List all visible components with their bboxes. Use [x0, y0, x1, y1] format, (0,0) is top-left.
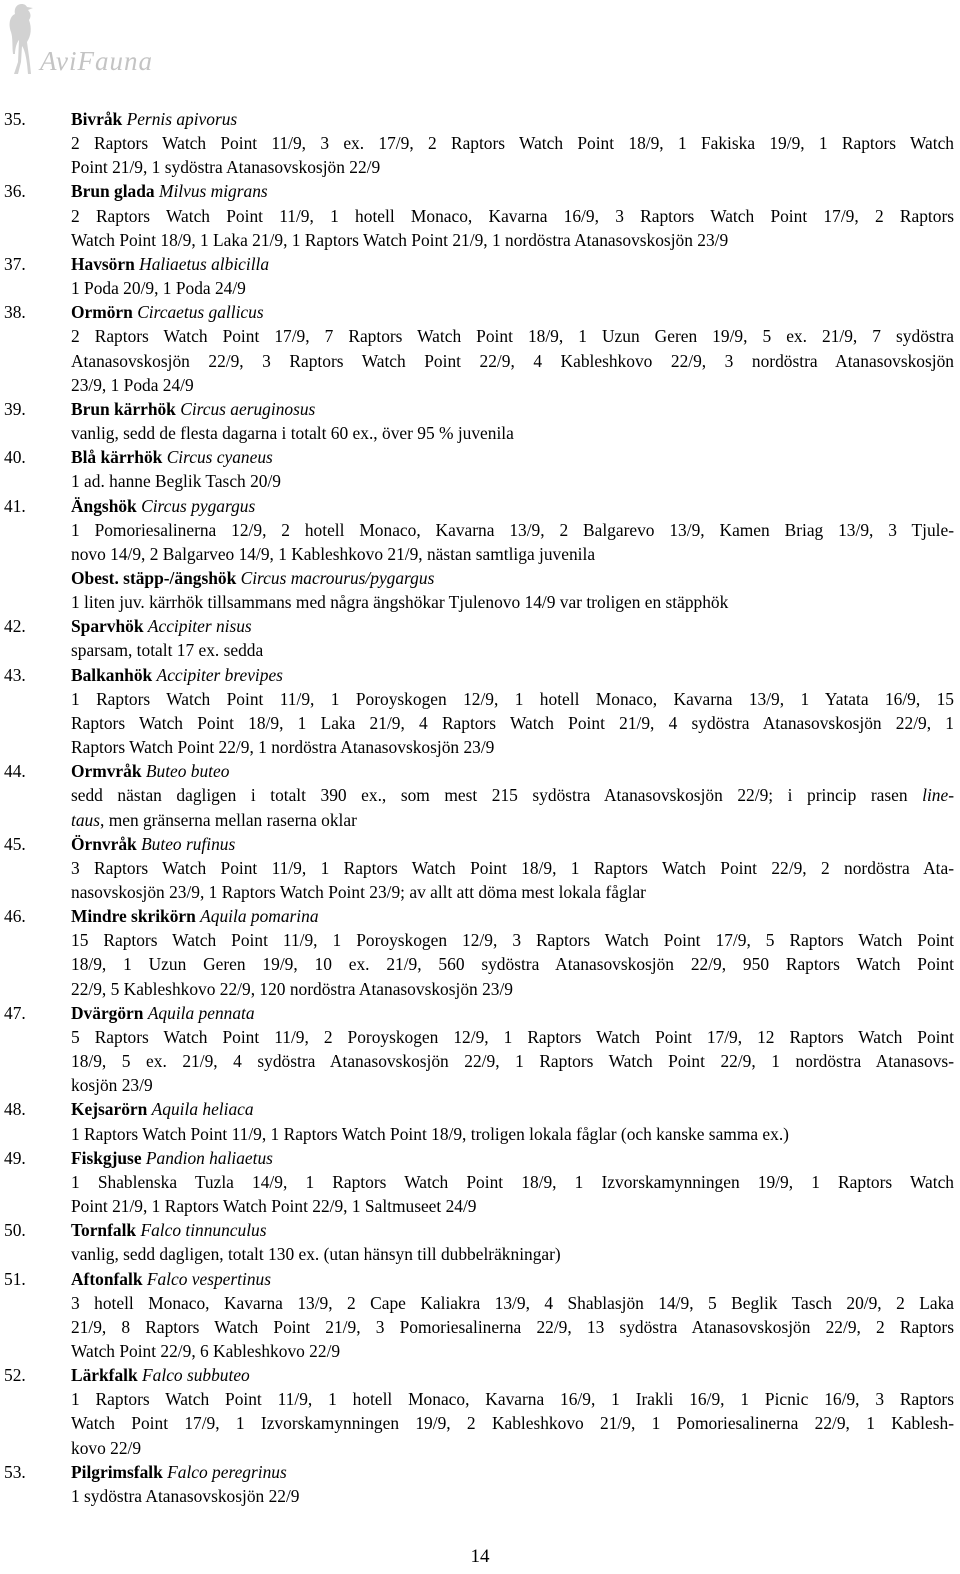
observation-line: 23/9, 1 Poda 24/9 — [71, 374, 194, 395]
observation-line: 18/9, 1 Uzun Geren 19/9, 10 ex. 21/9, 560 sydöstra Atanasovskosjön 22/9, 950 Raptors Watch Point — [71, 954, 954, 975]
observation-line: 18/9, 5 ex. 21/9, 4 sydöstra Atanasovskosjön 22/9, 1 Raptors Watch Point 22/9, 1 nordöstra Atanasovs- — [71, 1051, 954, 1072]
observation-line: vanlig, sedd dagligen, totalt 130 ex. (utan hänsyn till dubbelräkningar) — [71, 1244, 561, 1265]
common-name: Kejsarörn — [71, 1099, 148, 1120]
entry-number: 35. — [4, 109, 26, 129]
species-entry — [4, 1460, 954, 1508]
common-name: Mindre skrikörn — [71, 906, 196, 927]
latin-name: Circus macrourus/pygargus — [240, 567, 435, 588]
common-name: Havsörn — [71, 253, 135, 274]
common-name: Tornfalk — [71, 1220, 137, 1241]
species-heading — [71, 663, 954, 687]
species-heading — [71, 1218, 954, 1242]
observation-line: Raptors Watch Point 22/9, 1 nordöstra Atanasovskosjön 23/9 — [71, 737, 495, 758]
observation-line: Watch Point 22/9, 6 Kableshkovo 22/9 — [71, 1340, 341, 1361]
latin-name: Pernis apivorus — [126, 109, 238, 129]
observation-line: 1 Pomoriesalinerna 12/9, 2 hotell Monaco, Kavarna 13/9, 2 Balgarevo 13/9, Kamen Briag 13/9, 3 Tjule- — [71, 519, 954, 540]
species-heading — [71, 300, 954, 324]
entry-number: 50. — [4, 1220, 26, 1241]
observation-line: vanlig, sedd de flesta dagarna i totalt 60 ex., över 95 % juvenila — [71, 423, 514, 444]
latin-name: Falco peregrinus — [167, 1461, 287, 1482]
entry-number: 41. — [4, 495, 26, 516]
species-heading — [71, 904, 954, 928]
common-name: Sparvhök — [71, 616, 144, 637]
species-entry — [4, 1218, 954, 1266]
observation-line: 1 liten juv. kärrhök tillsammans med några ängshökar Tjulenovo 14/9 var troligen en stäpphök — [71, 592, 729, 613]
latin-name: Buteo rufinus — [141, 833, 236, 854]
latin-name: Buteo buteo — [145, 761, 230, 782]
observation-line: Atanasovskosjön 22/9, 3 Raptors Watch Point 22/9, 4 Kableshkovo 22/9, 3 nordöstra Atanasovskosjön — [71, 350, 954, 371]
observation-line: 2 Raptors Watch Point 11/9, 3 ex. 17/9, 2 Raptors Watch Point 18/9, 1 Fakiska 19/9, 1 Raptors Watch — [71, 133, 954, 154]
species-heading — [71, 252, 954, 276]
common-name: Ormvråk — [71, 761, 142, 782]
species-heading — [71, 1460, 954, 1484]
common-name: Lärkfalk — [71, 1365, 138, 1386]
species-heading — [71, 1146, 954, 1170]
observation-line — [71, 808, 954, 832]
entry-number: 51. — [4, 1268, 26, 1289]
latin-name: Aquila heliaca — [151, 1099, 254, 1120]
species-entry — [4, 494, 954, 615]
common-name: Örnvråk — [71, 833, 137, 854]
species-heading — [71, 832, 954, 856]
common-name: Ängshök — [71, 495, 137, 516]
species-heading — [71, 759, 954, 783]
species-heading — [71, 1363, 954, 1387]
observation-line: 2 Raptors Watch Point 17/9, 7 Raptors Watch Point 18/9, 1 Uzun Geren 19/9, 5 ex. 21/9, 7 sydöstra — [71, 326, 954, 347]
observation-line: kovo 22/9 — [71, 1437, 142, 1458]
entry-number: 40. — [4, 447, 26, 468]
entry-number: 52. — [4, 1365, 26, 1386]
latin-name: Circus aeruginosus — [180, 398, 316, 419]
common-name: Balkanhök — [71, 664, 153, 685]
latin-name: Haliaetus albicilla — [139, 253, 270, 274]
species-heading — [71, 179, 954, 203]
species-entry — [4, 904, 954, 1001]
species-heading — [71, 494, 954, 518]
species-entry — [4, 300, 954, 397]
observation-line: 2 Raptors Watch Point 11/9, 1 hotell Monaco, Kavarna 16/9, 3 Raptors Watch Point 17/9, 2 Raptors — [71, 205, 954, 226]
subspecies-name: line- — [922, 785, 954, 806]
observation-line: 1 Raptors Watch Point 11/9, 1 Raptors Watch Point 18/9, troligen lokala fåglar (och kanske samma ex.) — [71, 1123, 789, 1144]
observation-line: Point 21/9, 1 Raptors Watch Point 22/9, 1 Saltmuseet 24/9 — [71, 1196, 477, 1217]
subspecies-name: taus — [71, 809, 100, 830]
latin-name: Circaetus gallicus — [137, 302, 264, 323]
species-entry — [4, 397, 954, 445]
entry-number: 46. — [4, 906, 26, 927]
species-heading — [71, 1267, 954, 1291]
latin-name: Pandion haliaetus — [145, 1147, 273, 1168]
species-heading — [71, 614, 954, 638]
species-entry — [4, 445, 954, 493]
entry-number: 39. — [4, 398, 26, 419]
latin-name: Falco tinnunculus — [140, 1220, 267, 1241]
common-name: Ormörn — [71, 302, 133, 323]
common-name: Pilgrimsfalk — [71, 1461, 163, 1482]
observation-line: 1 Shablenska Tuzla 14/9, 1 Raptors Watch Point 18/9, 1 Izvorskamynningen 19/9, 1 Raptors Watch — [71, 1171, 954, 1192]
species-heading — [71, 1097, 954, 1121]
observation-line: 1 sydöstra Atanasovskosjön 22/9 — [71, 1485, 300, 1506]
species-entry — [4, 179, 954, 251]
bird-silhouette-icon — [6, 2, 40, 76]
entry-number: 45. — [4, 833, 26, 854]
observation-text: sedd nästan dagligen i totalt 390 ex., som mest 215 sydöstra Atanasovskosjön 22/9; i princip rasen — [71, 785, 908, 806]
common-name: Obest. stäpp-/ängshök — [71, 567, 237, 588]
latin-name: Circus pygargus — [141, 495, 256, 516]
observation-line: 1 Raptors Watch Point 11/9, 1 hotell Monaco, Kavarna 16/9, 1 Irakli 16/9, 1 Picnic 16/9, 3 Raptors — [71, 1389, 954, 1410]
common-name: Brun glada — [71, 181, 155, 202]
observation-line: kosjön 23/9 — [71, 1075, 153, 1096]
observation-line: 15 Raptors Watch Point 11/9, 1 Poroyskogen 12/9, 3 Raptors Watch Point 17/9, 5 Raptors Watch Point — [71, 930, 954, 951]
latin-name: Accipiter nisus — [147, 616, 252, 637]
observation-line: 1 ad. hanne Beglik Tasch 20/9 — [71, 471, 282, 492]
observation-line: 22/9, 5 Kableshkovo 22/9, 120 nordöstra Atanasovskosjön 23/9 — [71, 978, 513, 999]
species-entry — [4, 1363, 954, 1460]
common-name: Fiskgjuse — [71, 1147, 142, 1168]
species-entry — [4, 1267, 954, 1364]
observation-line — [71, 783, 954, 807]
latin-name: Aquila pennata — [147, 1002, 255, 1023]
entry-number: 48. — [4, 1099, 26, 1120]
species-heading — [71, 445, 954, 469]
observation-line: novo 14/9, 2 Balgarveo 14/9, 1 Kableshkovo 21/9, nästan samtliga juvenila — [71, 543, 596, 564]
common-name: Aftonfalk — [71, 1268, 143, 1289]
entry-number: 53. — [4, 1461, 26, 1482]
observation-line: 1 Poda 20/9, 1 Poda 24/9 — [71, 278, 246, 299]
entry-number: 47. — [4, 1002, 26, 1023]
common-name: Blå kärrhök — [71, 447, 163, 468]
latin-name: Falco subbuteo — [142, 1365, 250, 1386]
observation-line: Raptors Watch Point 18/9, 1 Laka 21/9, 4 Raptors Watch Point 21/9, 4 sydöstra Atanasovskosjön 22/9, 1 — [71, 712, 954, 733]
logo-wordmark: AviFauna — [40, 46, 153, 76]
common-name: Bivråk — [71, 109, 123, 129]
common-name: Brun kärrhök — [71, 398, 176, 419]
sub-species-heading — [71, 566, 954, 590]
species-entry — [4, 759, 954, 831]
species-heading — [71, 107, 954, 131]
observation-line: nasovskosjön 23/9, 1 Raptors Watch Point 23/9; av allt att döma mest lokala fåglar — [71, 882, 646, 902]
latin-name: Falco vespertinus — [146, 1268, 271, 1289]
species-entry — [4, 832, 954, 904]
observation-line: 1 Raptors Watch Point 11/9, 1 Poroyskogen 12/9, 1 hotell Monaco, Kavarna 13/9, 1 Yatata 16/9, 15 — [71, 688, 954, 709]
species-entry — [4, 252, 954, 300]
observation-text: , men gränserna mellan raserna oklar — [100, 809, 357, 830]
entry-number: 37. — [4, 253, 26, 274]
observation-line: sparsam, totalt 17 ex. sedda — [71, 640, 264, 661]
entry-number: 38. — [4, 302, 26, 323]
latin-name: Aquila pomarina — [200, 906, 319, 927]
species-heading — [71, 1001, 954, 1025]
latin-name: Accipiter brevipes — [156, 664, 283, 685]
species-entry — [4, 1146, 954, 1218]
species-entry — [4, 1001, 954, 1098]
observation-line: Point 21/9, 1 sydöstra Atanasovskosjön 22/9 — [71, 157, 381, 178]
entry-number: 42. — [4, 616, 26, 637]
species-entry — [4, 614, 954, 662]
observation-line: Watch Point 18/9, 1 Laka 21/9, 1 Raptors Watch Point 21/9, 1 nordöstra Atanasovskosjön 23/9 — [71, 229, 729, 250]
entry-number: 36. — [4, 181, 26, 202]
avifauna-logo — [4, 2, 184, 78]
observation-line: 21/9, 8 Raptors Watch Point 21/9, 3 Pomoriesalinerna 22/9, 13 sydöstra Atanasovskosjön 22/9, 2 Raptors — [71, 1316, 954, 1337]
species-list — [4, 107, 954, 1508]
entry-number: 49. — [4, 1147, 26, 1168]
observation-line: 3 Raptors Watch Point 11/9, 1 Raptors Watch Point 18/9, 1 Raptors Watch Point 22/9, 2 nordöstra Ata- — [71, 857, 954, 878]
observation-line: 3 hotell Monaco, Kavarna 13/9, 2 Cape Kaliakra 13/9, 4 Shablasjön 14/9, 5 Beglik Tasch 20/9, 2 Laka — [71, 1292, 954, 1313]
page-number: 14 — [470, 1546, 490, 1567]
entry-number: 44. — [4, 761, 26, 782]
species-heading — [71, 397, 954, 421]
observation-line: 5 Raptors Watch Point 11/9, 2 Poroyskogen 12/9, 1 Raptors Watch Point 17/9, 12 Raptors Watch Point — [71, 1026, 954, 1047]
species-entry — [4, 663, 954, 760]
common-name: Dvärgörn — [71, 1002, 144, 1023]
species-entry — [4, 107, 954, 179]
latin-name: Circus cyaneus — [166, 447, 273, 468]
observation-line: Watch Point 17/9, 1 Izvorskamynningen 19/9, 2 Kableshkovo 21/9, 1 Pomoriesalinerna 22/9, 1 Kablesh- — [71, 1413, 954, 1434]
latin-name: Milvus migrans — [158, 181, 268, 202]
entry-number: 43. — [4, 664, 26, 685]
species-entry — [4, 1097, 954, 1145]
